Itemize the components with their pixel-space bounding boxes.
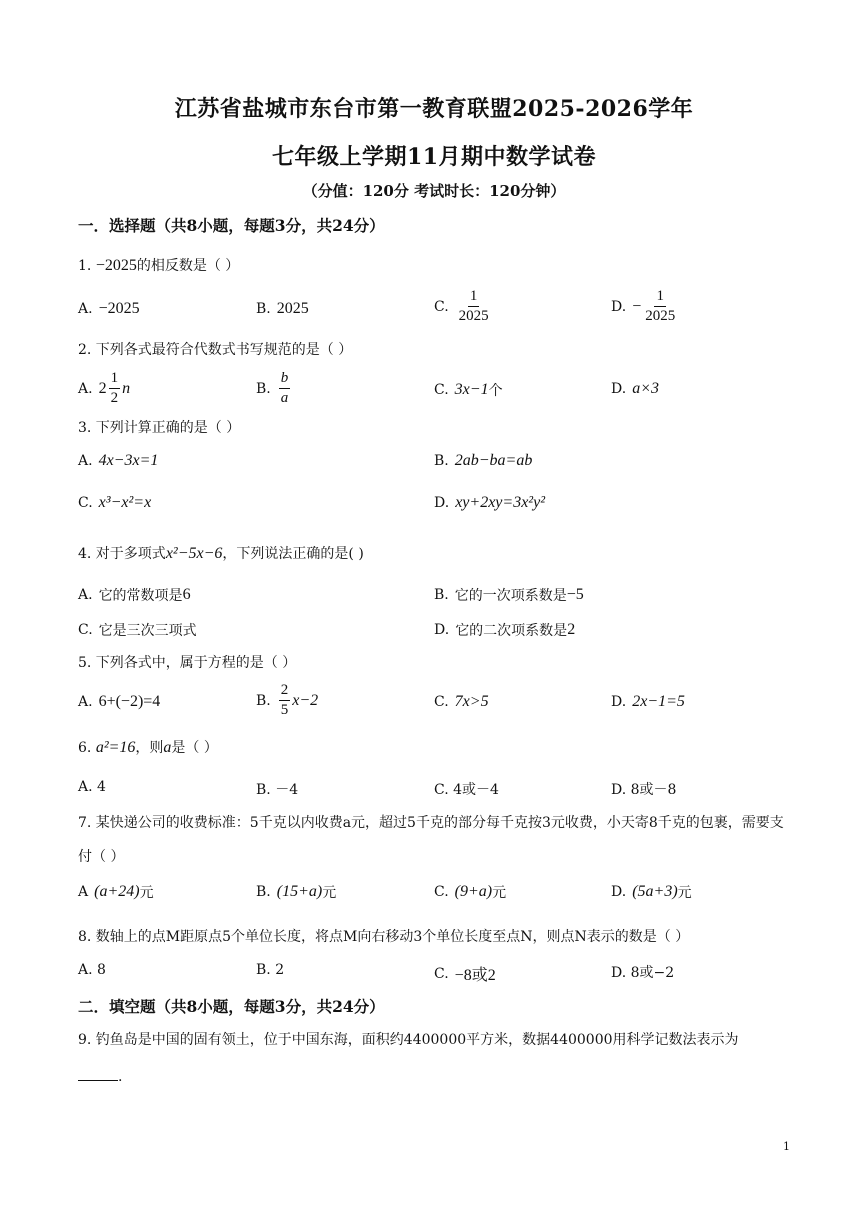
option-text: 它的一次项系数是 <box>454 588 567 604</box>
question-4 <box>78 544 364 564</box>
answer-blank[interactable] <box>78 1066 118 1081</box>
option-label: A. <box>78 453 93 469</box>
option-value: 2 <box>567 621 576 638</box>
option-label: D. <box>611 884 627 900</box>
math-expression: x²−5x−6 <box>165 545 223 562</box>
option-label: C. <box>434 298 449 315</box>
q2-option-a <box>78 370 130 407</box>
math-expression: −2025 <box>95 257 137 274</box>
question-7: 7. 某快递公司的收费标准：5千克以内收费a元，超过5千克的部分每千克按3元收费，小天寄8千克的包裹，需要支付（ ） <box>78 815 784 865</box>
option-label: B. <box>256 380 271 397</box>
variable: a <box>163 739 172 756</box>
q2-option-d <box>611 380 659 398</box>
q5-option-b <box>256 682 318 719</box>
option-label: B. <box>256 301 271 317</box>
option-label: B. <box>434 587 449 603</box>
whole-number: 2 <box>98 379 107 397</box>
question-2: 2. 下列各式最符合代数式书写规范的是（ ） <box>78 342 353 358</box>
q7-option-b <box>256 882 336 902</box>
option-label: A. <box>78 380 93 397</box>
q7-option-a <box>78 882 154 902</box>
fraction <box>643 288 677 325</box>
option-value: (5a+3) <box>632 883 678 900</box>
q7-option-c <box>434 882 506 902</box>
q6-option-b: B. －4 <box>256 782 299 798</box>
denominator: 2025 <box>645 308 676 324</box>
option-label: A. <box>78 694 93 710</box>
option-value: 6+(−2)=4 <box>98 693 161 710</box>
option-label: C. <box>434 884 449 900</box>
q5-option-c <box>434 693 489 711</box>
option-label: A. <box>78 587 93 603</box>
option-label: C. <box>434 382 449 398</box>
option-suffix: 个 <box>488 383 503 399</box>
option-value: a×3 <box>632 380 659 397</box>
question-3: 3. 下列计算正确的是（ ） <box>78 420 241 436</box>
q3-option-c <box>78 494 151 512</box>
numerator: b <box>279 370 291 389</box>
q6-option-c: C. 4或－4 <box>434 782 499 798</box>
option-text: 它是三次三项式 <box>98 623 197 639</box>
question-6 <box>78 738 218 758</box>
q3-option-a <box>78 452 158 470</box>
option-value: (9+a) <box>454 883 493 900</box>
numerator: 1 <box>109 370 121 389</box>
option-value: 6 <box>182 586 191 603</box>
question-text: 的相反数是（ ） <box>136 258 240 274</box>
question-text-tail: . <box>118 1069 123 1085</box>
option-label: C. <box>78 495 93 511</box>
option-unit: 元 <box>322 885 337 901</box>
q1-option-d <box>611 288 679 325</box>
q3-option-b <box>434 452 532 470</box>
q1-option-b <box>256 300 309 318</box>
option-label: C. <box>78 622 93 638</box>
q4-option-b <box>434 585 584 605</box>
q8-option-d: D. 8或−2 <box>611 965 675 981</box>
q1-option-a <box>78 300 140 318</box>
q1-option-c <box>434 288 493 325</box>
q5-option-a <box>78 693 160 711</box>
option-value: 7x>5 <box>454 693 489 710</box>
option-label: A <box>78 884 89 900</box>
variable: n <box>122 379 131 397</box>
option-label: D. <box>434 622 450 638</box>
minus-sign: − <box>632 297 642 315</box>
option-value: xy+2xy=3x²y² <box>455 494 545 511</box>
q6-option-a: A. 4 <box>78 779 106 795</box>
option-value: −8或2 <box>454 967 496 984</box>
fraction <box>457 288 491 325</box>
q6-option-d: D. 8或－8 <box>611 782 677 798</box>
q4-option-d <box>434 620 575 640</box>
question-number: 1. <box>78 258 92 274</box>
q8-option-a: A. 8 <box>78 962 106 978</box>
section-fill-heading: 二．填空题（共8小题，每题3分，共24分） <box>78 997 385 1016</box>
denominator: 2 <box>110 390 119 406</box>
option-value: −2025 <box>98 300 140 317</box>
question-number: 6. <box>78 740 92 756</box>
option-value: (a+24) <box>94 883 140 900</box>
question-9: 9. 钓鱼岛是中国的固有领土，位于中国东海，面积约4400000平方米，数据4400000用科学记数法表示为 <box>78 1032 739 1048</box>
page-number: 1 <box>783 1140 790 1153</box>
fraction <box>279 370 291 407</box>
question-text: 4. 对于多项式 <box>78 546 166 562</box>
option-value: x−2 <box>292 691 319 709</box>
q2-option-c <box>434 380 503 400</box>
option-value: 2025 <box>276 300 309 317</box>
option-value: 2ab−ba=ab <box>454 452 533 469</box>
option-label: B. <box>256 692 271 709</box>
q4-option-a <box>78 585 191 605</box>
denominator: 2025 <box>458 308 489 324</box>
math-expression: a²=16 <box>95 739 136 756</box>
fraction <box>109 370 121 407</box>
option-label: B. <box>256 884 271 900</box>
fraction <box>279 682 291 719</box>
section-choice-heading: 一．选择题（共8小题，每题3分，共24分） <box>78 216 385 235</box>
exam-subtitle: （分值：120分 考试时长：120分钟） <box>302 182 566 200</box>
option-label: D. <box>434 495 450 511</box>
option-value: 2x−1=5 <box>632 693 685 710</box>
q7-option-d <box>611 882 692 902</box>
option-text: 它的常数项是 <box>98 588 183 604</box>
numerator: 2 <box>279 682 291 701</box>
question-9-answer-line <box>78 1066 122 1087</box>
option-unit: 元 <box>677 885 692 901</box>
option-unit: 元 <box>139 885 154 901</box>
option-value: 4x−3x=1 <box>98 452 159 469</box>
question-1 <box>78 256 239 276</box>
option-value: −5 <box>566 586 584 603</box>
question-text-tail: ，下列说法正确的是( ) <box>222 546 364 562</box>
denominator: 5 <box>280 702 289 718</box>
q3-option-d <box>434 494 545 512</box>
q8-option-b: B. 2 <box>256 962 285 978</box>
question-5: 5. 下列各式中，属于方程的是（ ） <box>78 655 297 671</box>
question-8: 8. 数轴上的点M距原点5个单位长度，将点M向右移动3个单位长度至点N，则点N表示的数是（ ） <box>78 929 690 945</box>
option-label: D. <box>611 381 627 397</box>
option-value: (15+a) <box>276 883 323 900</box>
question-text-tail: 是（ ） <box>171 740 218 756</box>
option-unit: 元 <box>492 885 507 901</box>
numerator: 1 <box>468 288 480 307</box>
exam-title-line2: 七年级上学期11月期中数学试卷 <box>271 144 597 170</box>
option-value: x³−x²=x <box>98 494 152 511</box>
option-label: D. <box>611 694 627 710</box>
option-label: A. <box>78 301 93 317</box>
option-text: 它的二次项系数是 <box>455 623 568 639</box>
numerator: 1 <box>654 288 666 307</box>
denominator: a <box>280 390 289 406</box>
q8-option-c <box>434 962 496 985</box>
q5-option-d <box>611 693 685 711</box>
q4-option-c <box>78 620 197 640</box>
option-label: B. <box>434 453 449 469</box>
option-value: 3x−1 <box>454 381 489 398</box>
option-label: C. <box>434 694 449 710</box>
q2-option-b <box>256 370 292 407</box>
exam-title-line1: 江苏省盐城市东台市第一教育联盟2025-2026学年 <box>174 96 694 122</box>
question-text: ，则 <box>135 740 164 756</box>
option-label: D. <box>611 298 627 315</box>
option-label: C. <box>434 965 449 982</box>
